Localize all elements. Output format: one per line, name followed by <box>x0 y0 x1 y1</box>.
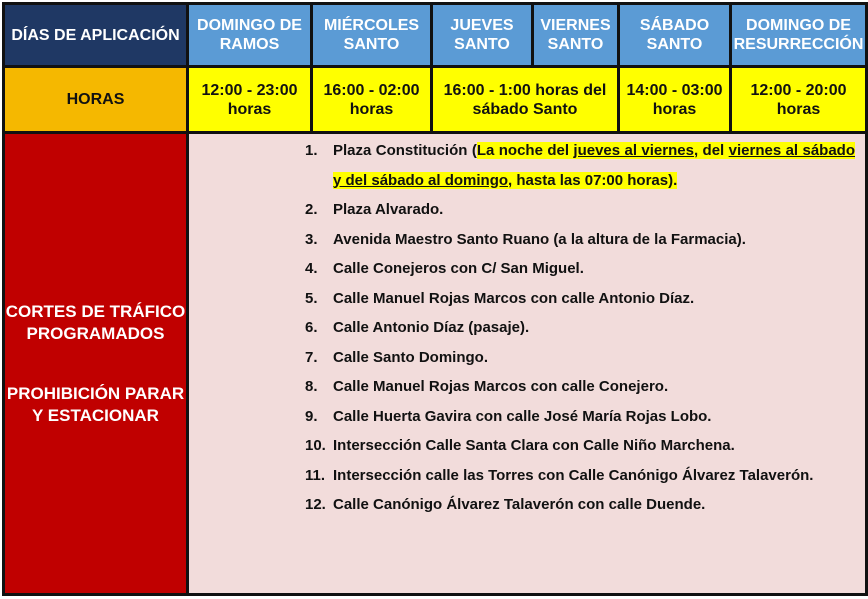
list-item-number: 3. <box>305 230 318 248</box>
list-item-number: 9. <box>305 407 318 425</box>
list-item <box>189 254 855 284</box>
prohibition-label: PROHIBICIÓN PARAR Y ESTACIONAR <box>6 383 185 425</box>
hours-row <box>4 67 867 133</box>
list-item-number: 5. <box>305 289 318 307</box>
highlighted-text: , del <box>693 142 729 159</box>
day-header-cell: SÁBADO SANTO <box>619 4 731 67</box>
list-item-text: Intersección calle las Torres con Calle Canónigo Álvarez Talaverón. <box>333 466 814 484</box>
list-item-number: 8. <box>305 378 318 395</box>
day-header-cell: DOMINGO DE RESURRECCIÓN <box>731 4 867 67</box>
highlighted-text: La noche del <box>476 142 574 159</box>
traffic-schedule-table <box>2 2 868 596</box>
list-item-text: Avenida Maestro Santo Ruano (a la altura de la Farmacia). <box>333 230 746 248</box>
list-item-text: Calle Manuel Rojas Marcos con calle Conejero. <box>333 378 669 395</box>
list-item-text: Intersección Calle Santa Clara con Calle Niño Marchena. <box>333 437 735 454</box>
list-item <box>189 225 855 255</box>
list-item-text: Plaza Constitución ( <box>333 142 477 159</box>
hours-cell: 16:00 - 02:00 horas <box>312 67 432 133</box>
highlighted-text: , hasta las 07:00 horas). <box>508 171 678 189</box>
list-item <box>189 372 855 402</box>
list-item-number: 1. <box>305 142 318 159</box>
list-item <box>189 195 855 225</box>
hours-cell: 12:00 - 23:00 horas <box>188 67 312 133</box>
list-item-number: 7. <box>305 348 318 366</box>
list-item <box>189 136 855 195</box>
days-header-row <box>4 4 867 67</box>
list-item-text: Calle Antonio Díaz (pasaje). <box>333 319 530 336</box>
list-item-text: Plaza Alvarado. <box>333 201 444 218</box>
cuts-label: CORTES DE TRÁFICO PROGRAMADOS <box>5 301 186 343</box>
cuts-label-cell <box>4 133 188 595</box>
list-item-number: 10. <box>305 437 326 454</box>
list-item <box>189 313 855 343</box>
cuts-row <box>4 133 867 595</box>
list-item-text: Calle Santo Domingo. <box>333 348 489 366</box>
list-item <box>189 490 855 520</box>
day-header-cell: VIERNES SANTO <box>533 4 619 67</box>
list-item-text: Calle Huerta Gavira con calle José María Rojas Lobo. <box>333 407 712 425</box>
list-item-text: Calle Canónigo Álvarez Talaverón con calle Duende. <box>333 496 706 513</box>
highlighted-text: viernes al sábado y del sábado al domingo <box>333 142 855 189</box>
list-item <box>189 461 855 491</box>
list-item <box>189 343 855 373</box>
list-item <box>189 431 855 461</box>
list-item-number: 6. <box>305 319 318 336</box>
hours-cell: 12:00 - 20:00 horas <box>731 67 867 133</box>
hours-label-cell: HORAS <box>4 67 188 133</box>
hours-cell: 16:00 - 1:00 horas del sábado Santo <box>432 67 619 133</box>
days-label-cell: DÍAS DE APLICACIÓN <box>4 4 188 67</box>
list-item-number: 2. <box>305 201 318 218</box>
day-header-cell: DOMINGO DE RAMOS <box>188 4 312 67</box>
day-header-cell: JUEVES SANTO <box>432 4 533 67</box>
highlighted-text: jueves al viernes <box>573 142 694 159</box>
cuts-list <box>189 134 865 520</box>
list-item-text: Calle Conejeros con C/ San Miguel. <box>333 260 584 277</box>
list-item <box>189 402 855 432</box>
list-item-number: 4. <box>305 260 318 277</box>
list-item-number: 11. <box>305 466 326 484</box>
list-item-number: 12. <box>305 496 326 513</box>
day-header-cell: MIÉRCOLES SANTO <box>312 4 432 67</box>
cuts-list-cell <box>188 133 867 595</box>
list-item <box>189 284 855 314</box>
list-item-text: Calle Manuel Rojas Marcos con calle Antonio Díaz. <box>333 289 695 307</box>
hours-cell: 14:00 - 03:00 horas <box>619 67 731 133</box>
